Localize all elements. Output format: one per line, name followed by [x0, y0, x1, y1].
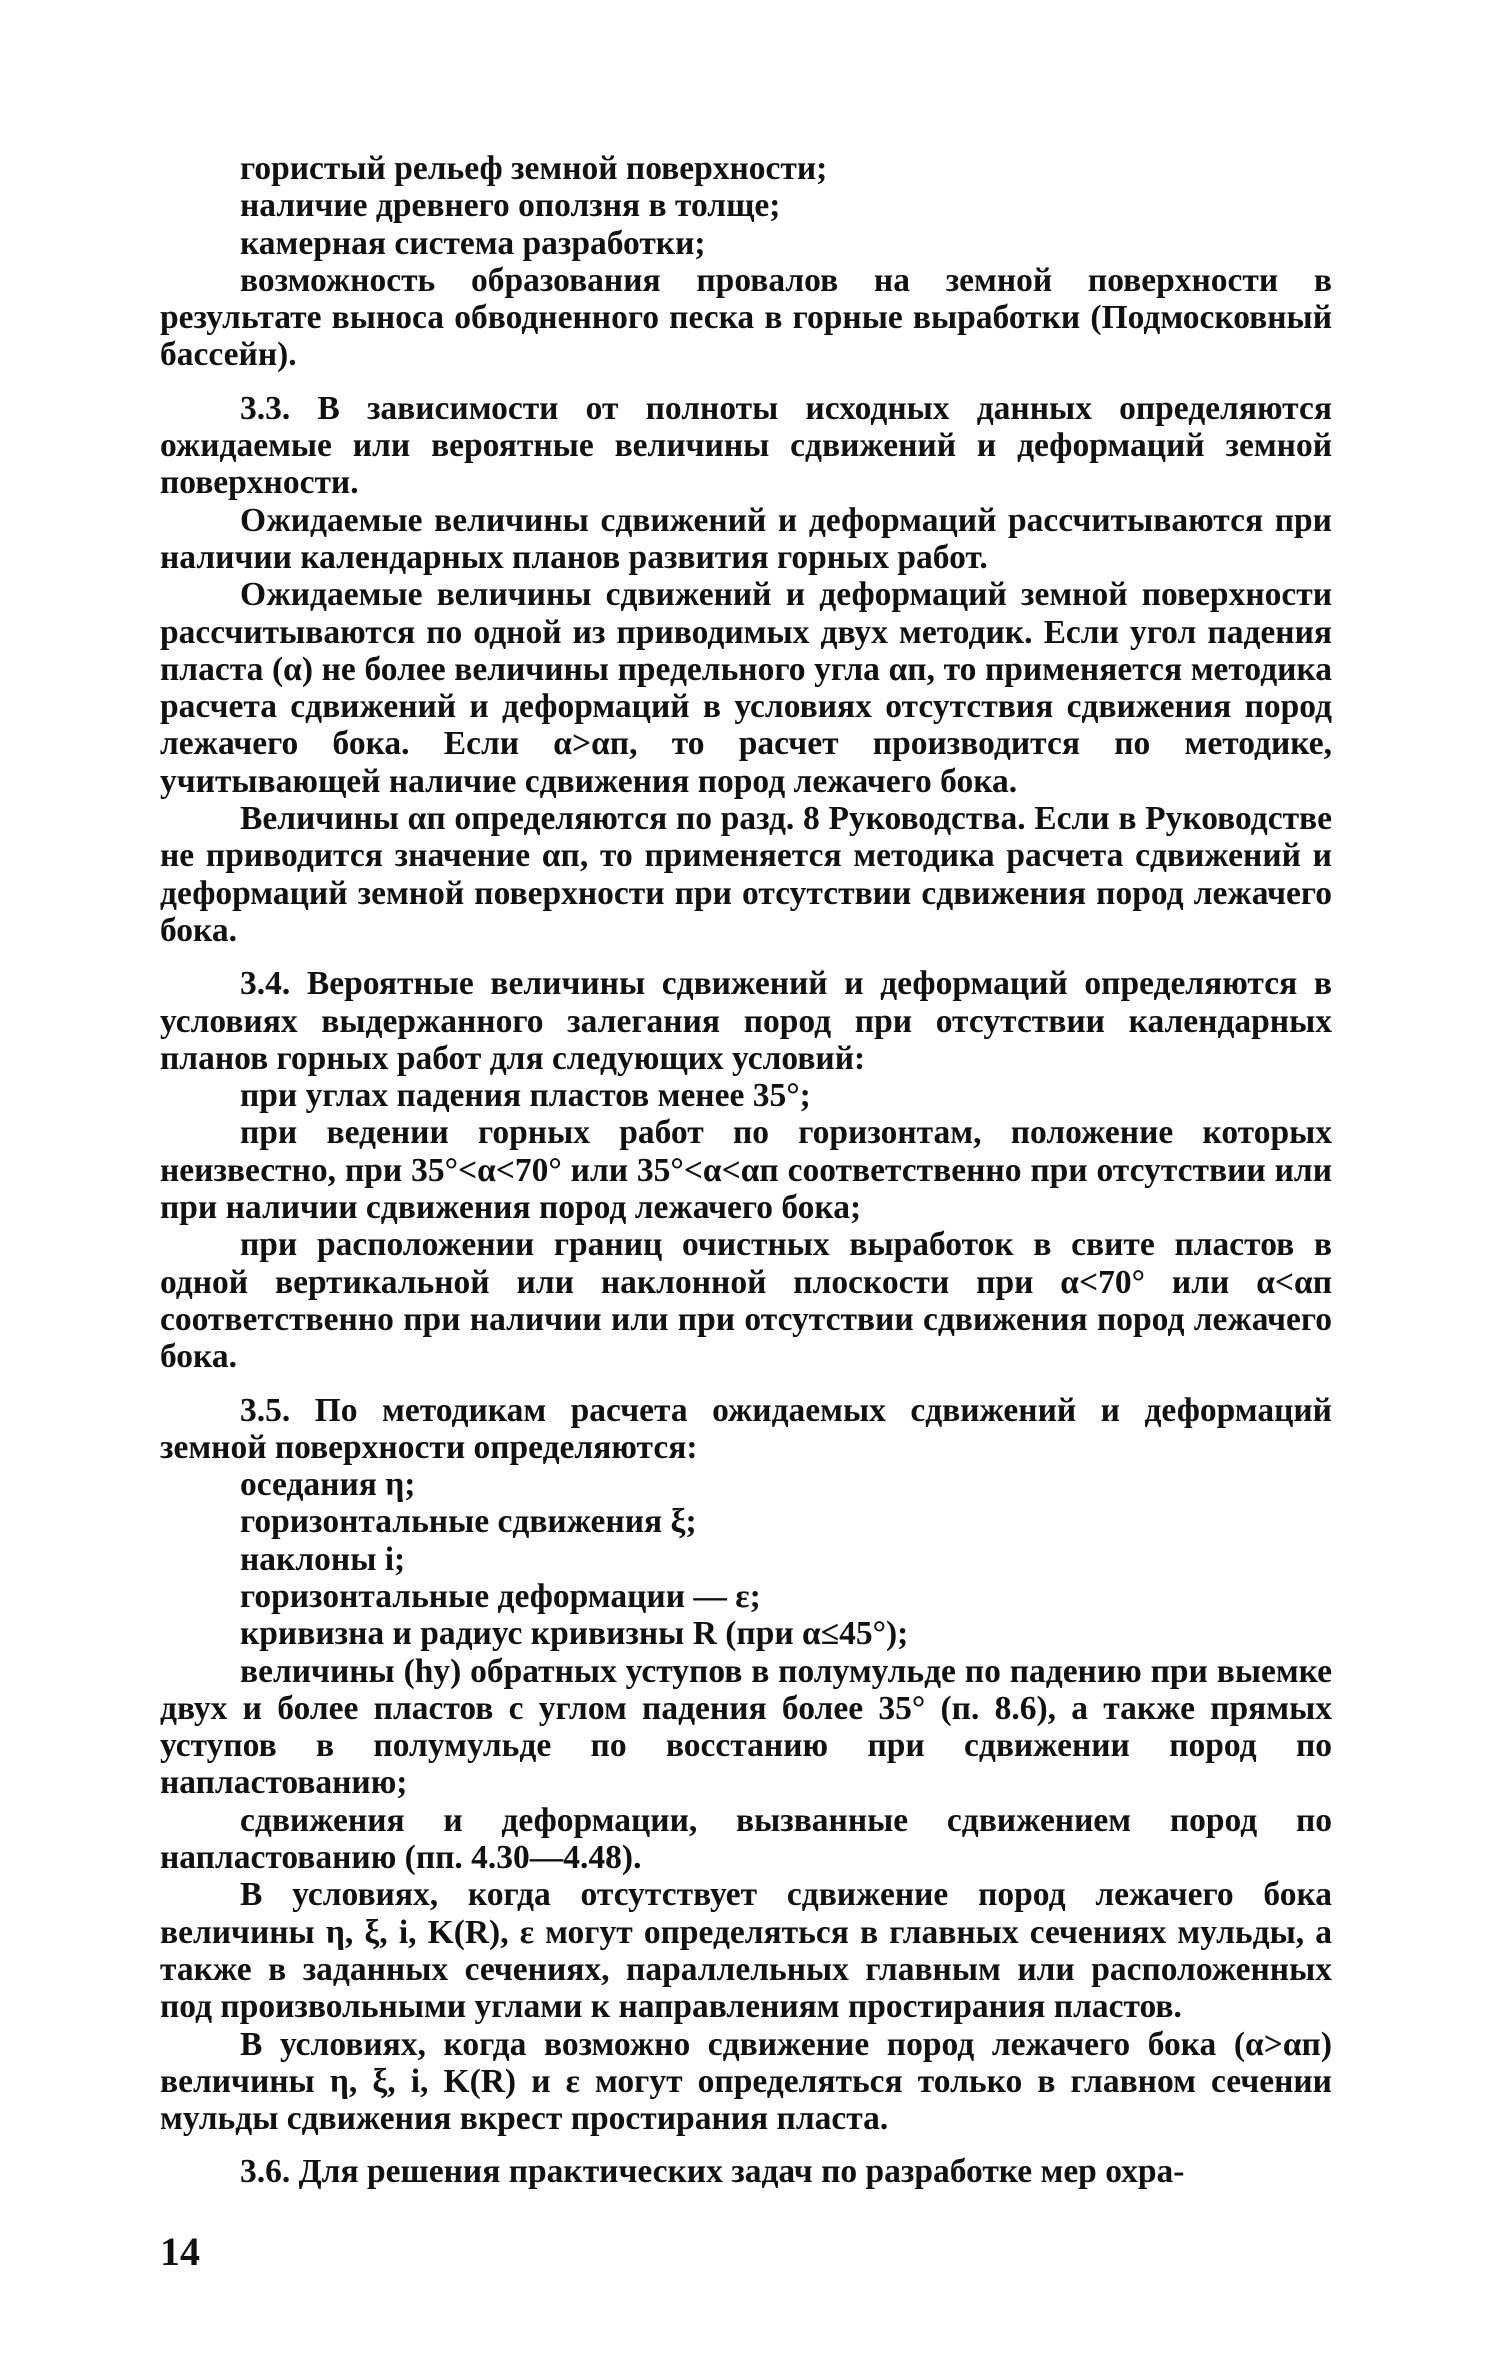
paragraph: оседания η;: [240, 1466, 416, 1504]
paragraph: Ожидаемые величины сдвижений и деформаций земной поверхности рассчитываются по одной из приводимых двух методик. Если угол падения пласта (α) не более величины предельного угла αп, то применяется методика расчета сдвижений и деформаций в условиях отсутствия сдвижения пород лежачего бока. Если α>αп, то расчет производится по методике, учитывающей наличие сдвижения пород лежачего бока.: [160, 576, 1332, 800]
paragraph: гористый рельеф земной поверхности;: [240, 150, 828, 187]
paragraph: Ожидаемые величины сдвижений и деформаций рассчитываются при наличии календарных планов развития горных работ.: [160, 501, 1332, 576]
paragraph: сдвижения и деформации, вызванные сдвижением пород по напластованию (пп. 4.30—4.48).: [160, 1801, 1332, 1877]
paragraph: наличие древнего оползня в толще;: [240, 187, 781, 225]
paragraph: Величины αп определяются по разд. 8 Руководства. Если в Руководстве не приводится значение αп, то применяется методика расчета сдвижений и деформаций земной поверхности при отсутствии сдвижения пород лежачего бока.: [160, 800, 1332, 949]
page-number: 14: [160, 2229, 200, 2274]
paragraph: В условиях, когда возможно сдвижение пород лежачего бока (α>αп) величины η, ξ, i, K(R) и ε могут определяться только в главном сечении мульды сдвижения вкрест простирания пласта.: [160, 2025, 1332, 2138]
paragraph: камерная система разработки;: [240, 224, 706, 262]
section-3-5: 3.5. По методикам расчета ожидаемых сдвижений и деформаций земной поверхности определяются:: [160, 1391, 1332, 1466]
paragraph: при расположении границ очистных выработок в свите пластов в одной вертикальной или наклонной плоскости при α<70° или α<αп соответственно при наличии или при отсутствии сдвижения пород лежачего бока.: [160, 1226, 1332, 1376]
paragraph: горизонтальные деформации — ε;: [240, 1577, 761, 1615]
section-number: 3.4.: [240, 965, 291, 1003]
section-3-6: 3.6. Для решения практических задач по разработке мер охра-: [240, 2153, 1185, 2191]
paragraph: при углах падения пластов менее 35°;: [240, 1077, 811, 1115]
section-number: 3.5.: [240, 1391, 291, 1429]
page-body: [160, 150, 1332, 2191]
section-3-4: 3.4. Вероятные величины сдвижений и деформаций определяются в условиях выдержанного залегания пород при отсутствии календарных планов горных работ для следующих условий:: [160, 965, 1332, 1077]
paragraph: наклоны i;: [240, 1540, 406, 1578]
paragraph: при ведении горных работ по горизонтам, положение которых неизвестно, при 35°<α<70° или 35°<α<αп соответственно при отсутствии или при наличии сдвижения пород лежачего бока;: [160, 1114, 1332, 1227]
paragraph: величины (hу) обратных уступов в полумульде по падению при выемке двух и более пластов с углом падения более 35° (п. 8.6), а также прямых уступов в полумульде по восстанию при сдвижении пород по напластованию;: [160, 1652, 1332, 1802]
section-3-3: 3.3. В зависимости от полноты исходных данных определяются ожидаемые или вероятные величины сдвижений и деформаций земной поверхности.: [160, 389, 1332, 502]
paragraph: горизонтальные сдвижения ξ;: [240, 1503, 697, 1541]
paragraph: кривизна и радиус кривизны R (при α≤45°);: [240, 1615, 909, 1653]
section-number: 3.6.: [240, 2153, 291, 2191]
paragraph: возможность образования провалов на земной поверхности в результате выноса обводненного песка в горные выработки (Подмосковный бассейн).: [160, 261, 1332, 374]
section-number: 3.3.: [240, 389, 291, 427]
paragraph: В условиях, когда отсутствует сдвижение пород лежачего бока величины η, ξ, i, K(R), ε могут определяться в главных сечениях мульды, а также в заданных сечениях, параллельных главным или расположенных под произвольными углами к направлениям простирания пластов.: [160, 1876, 1332, 2026]
